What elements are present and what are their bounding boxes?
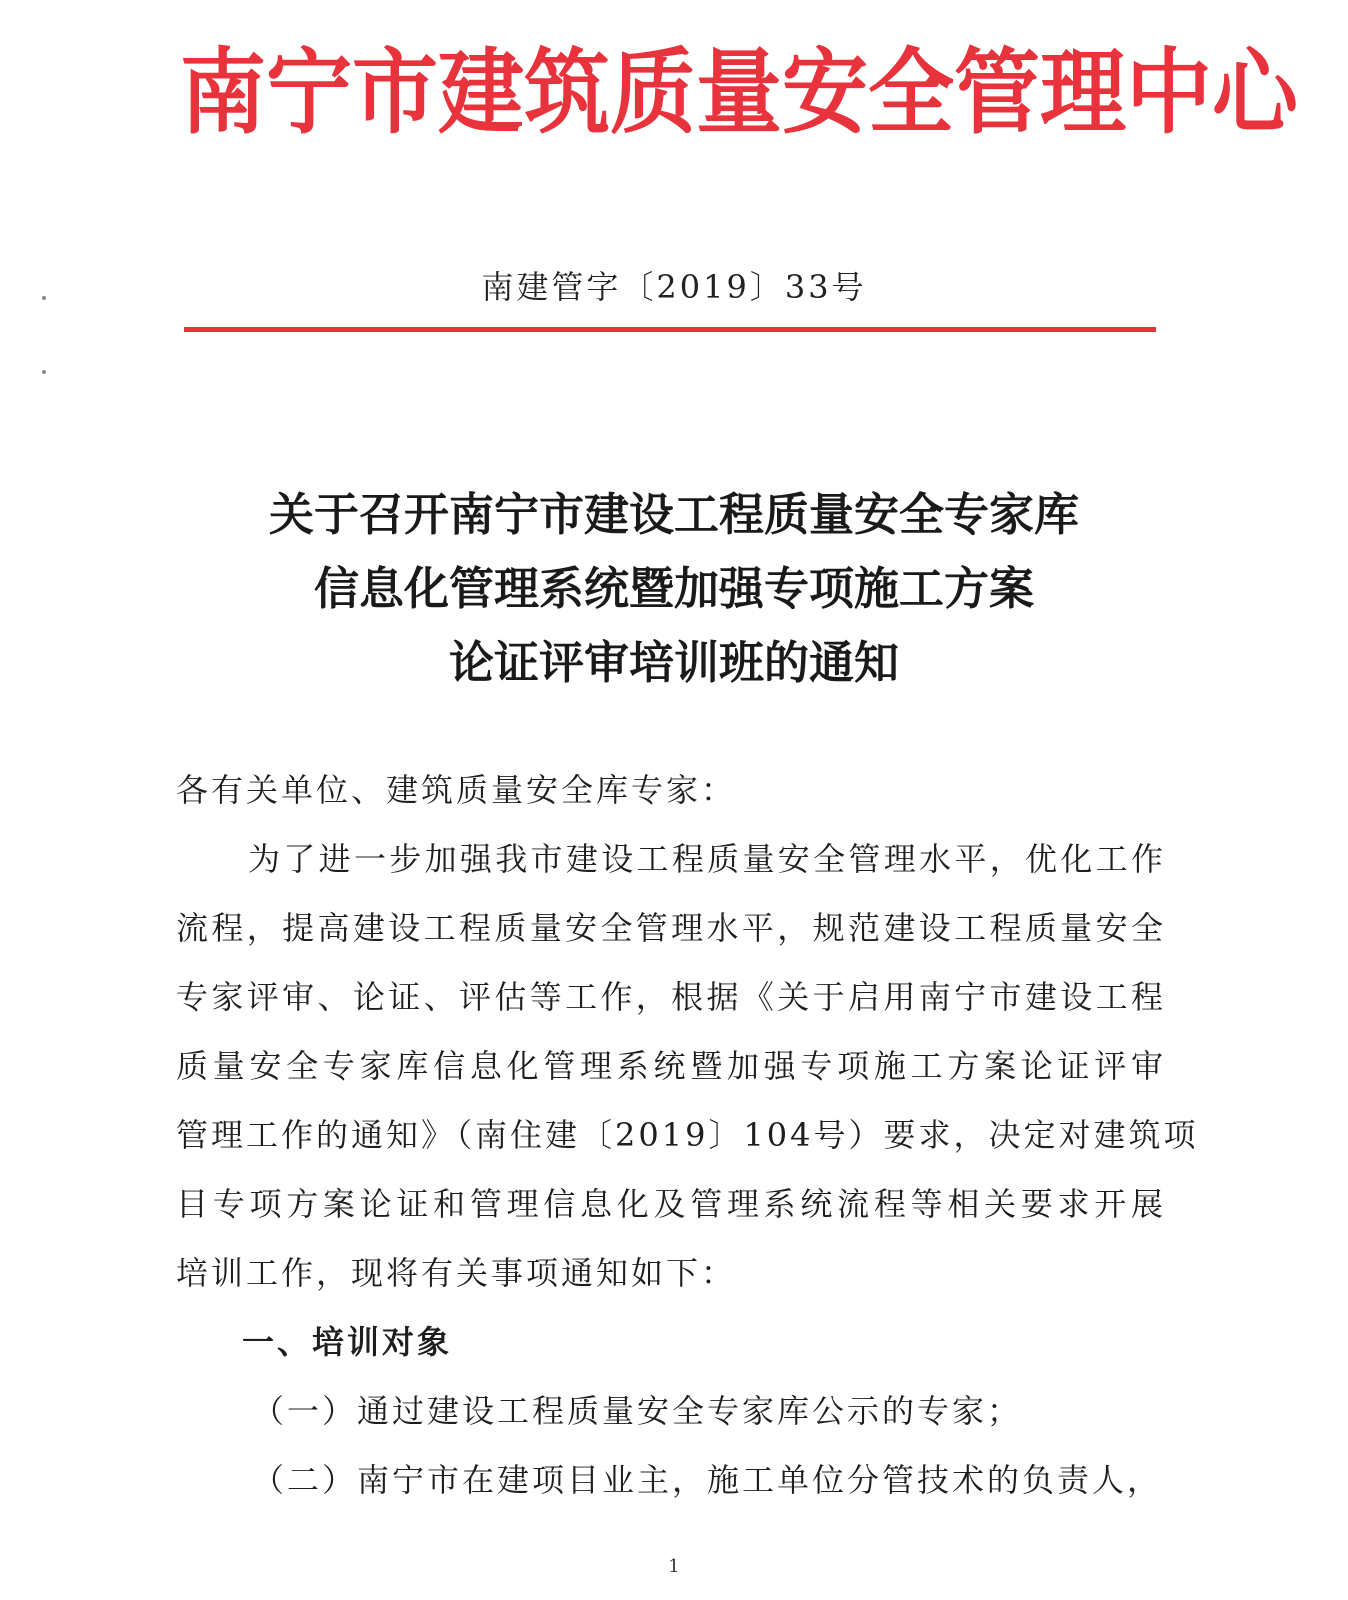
paragraph-line: 质量安全专家库信息化管理系统暨加强专项施工方案论证评审 [176,1047,1166,1085]
title-line-3: 论证评审培训班的通知 [448,636,899,689]
letterhead-char: 筑 [524,39,610,147]
title-line-1: 关于召开南宁市建设工程质量安全专家库 [268,488,1079,541]
paragraph-line: 目专项方案论证和管理信息化及管理系统流程等相关要求开展 [176,1185,1166,1223]
letterhead-char: 中 [1126,39,1212,147]
letterhead-char: 质 [610,39,696,147]
scan-speck [42,370,46,374]
notice-body [176,760,1199,1519]
letterhead-char: 理 [1040,39,1126,147]
paragraph-line: 为了进一步加强我市建设工程质量安全管理水平，优化工作 [248,840,1166,878]
list-item: （二）南宁市在建项目业主，施工单位分管技术的负责人， [252,1461,1163,1499]
list-item: （一）通过建设工程质量安全专家库公示的专家； [252,1392,1023,1430]
section-heading: 一、培训对象 [242,1323,453,1361]
letterhead-char: 安 [782,39,868,147]
paragraph-line: 专家评审、论证、评估等工作，根据《关于启用南宁市建设工程 [176,978,1166,1016]
document-number: 南建管字〔2019〕33号 [481,268,867,306]
page-number: 1 [668,1556,680,1577]
letterhead-char: 管 [954,39,1040,147]
salutation: 各有关单位、建筑质量安全库专家： [176,771,737,809]
notice-title [0,478,1348,700]
letterhead-char: 宁 [266,39,352,147]
letterhead-char: 南 [180,39,266,147]
paragraph-line: 培训工作，现将有关事项通知如下： [176,1254,737,1292]
paragraph-line: 流程，提高建设工程质量安全管理水平，规范建设工程质量安全 [176,909,1166,947]
scan-speck [42,296,46,300]
letterhead-char: 心 [1212,39,1298,147]
letterhead-char: 建 [438,39,524,147]
title-line-2: 信息化管理系统暨加强专项施工方案 [313,562,1034,615]
red-divider-line [184,327,1156,332]
letterhead-org-name [180,34,1298,153]
letterhead-char: 量 [696,39,782,147]
letterhead-char: 全 [868,39,954,147]
paragraph-line: 管理工作的通知》（南住建〔2019〕104号）要求，决定对建筑项 [176,1116,1199,1154]
letterhead-char: 市 [352,39,438,147]
